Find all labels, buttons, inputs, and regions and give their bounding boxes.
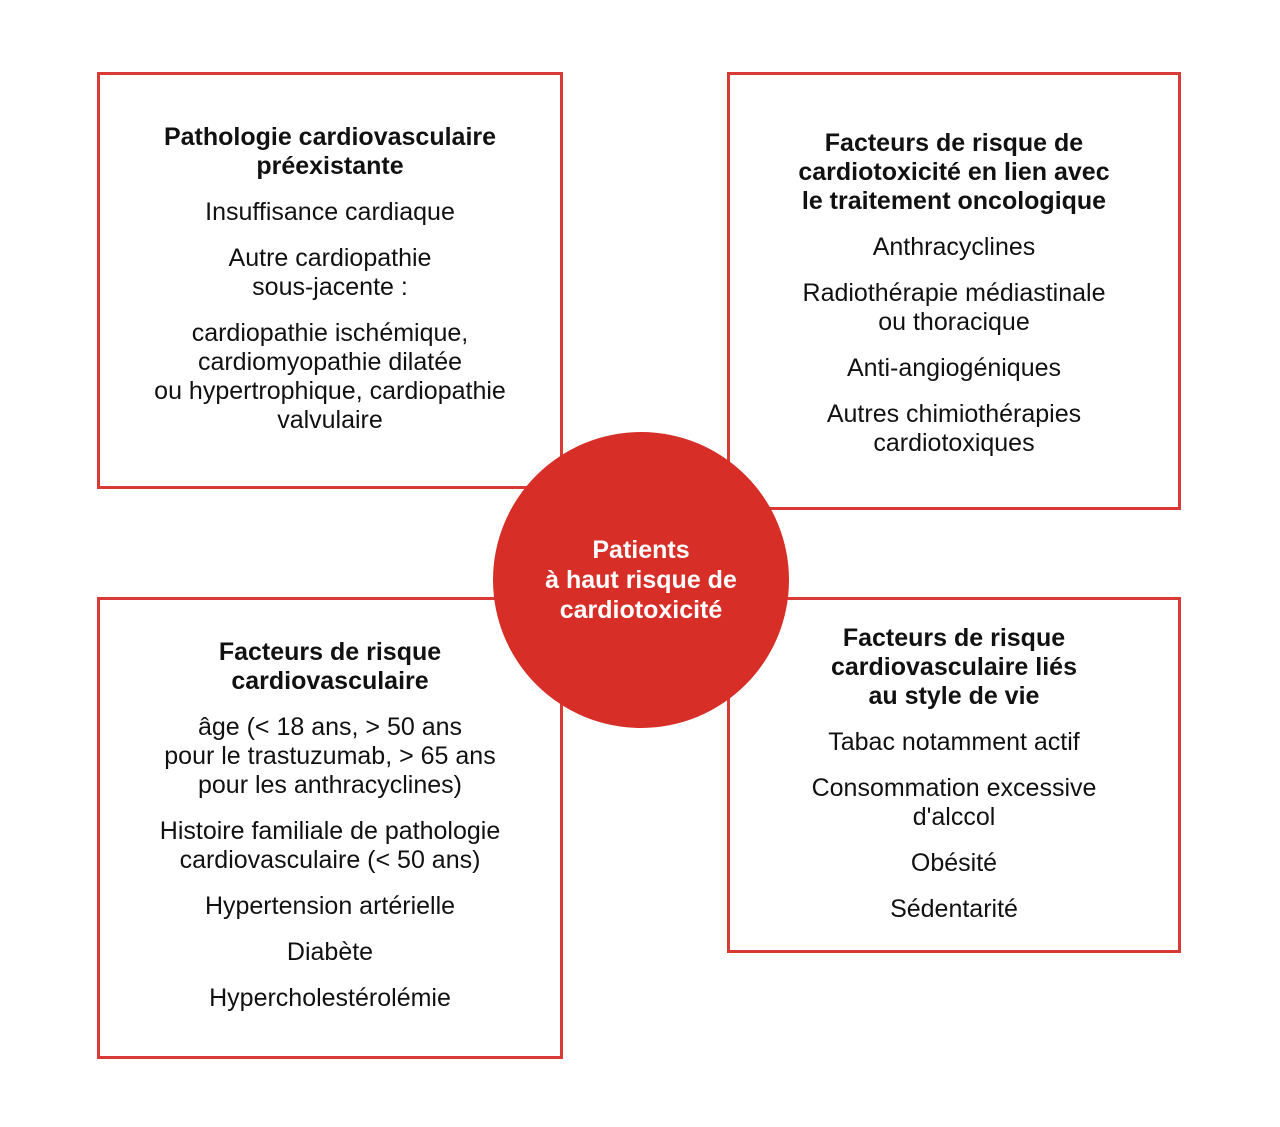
list-item: Tabac notamment actif bbox=[828, 728, 1080, 756]
box-lifestyle-risk-factors bbox=[727, 597, 1181, 953]
list-item: Histoire familiale de pathologie cardiovasculaire (< 50 ans) bbox=[159, 817, 501, 874]
list-item: Obésité bbox=[910, 849, 998, 877]
list-item: Consommation excessive d'alccol bbox=[811, 774, 1097, 831]
box-oncology-treatment-risk bbox=[727, 72, 1181, 510]
list-item: âge (< 18 ans, > 50 ans pour le trastuzumab, > 65 ans pour les anthracyclines) bbox=[164, 713, 496, 799]
list-item: Sédentarité bbox=[890, 895, 1018, 923]
list-item: cardiopathie ischémique, cardiomyopathie dilatée ou hypertrophique, cardiopathie valvulaire bbox=[154, 319, 506, 434]
box-title: Facteurs de risque de cardiotoxicité en lien avec le traitement oncologique bbox=[798, 129, 1110, 215]
box-title: Facteurs de risque cardiovasculaire liés au style de vie bbox=[831, 624, 1077, 710]
box-title: Facteurs de risque cardiovasculaire bbox=[218, 638, 442, 695]
list-item: Anti-angiogéniques bbox=[846, 354, 1062, 382]
box-title: Pathologie cardiovasculaire préexistante bbox=[163, 123, 497, 180]
list-item: Hypercholestérolémie bbox=[209, 984, 451, 1012]
list-item: Autre cardiopathie sous-jacente : bbox=[228, 244, 432, 301]
list-item: Radiothérapie médiastinale ou thoracique bbox=[802, 279, 1106, 336]
list-item: Autres chimiothérapies cardiotoxiques bbox=[826, 400, 1082, 457]
list-item: Diabète bbox=[286, 938, 374, 966]
list-item: Insuffisance cardiaque bbox=[205, 198, 455, 226]
center-circle bbox=[493, 432, 789, 728]
list-item: Hypertension artérielle bbox=[204, 892, 456, 920]
box-preexisting-cardiovascular-disease bbox=[97, 72, 563, 489]
box-cardiovascular-risk-factors bbox=[97, 597, 563, 1059]
list-item: Anthracyclines bbox=[872, 233, 1036, 261]
center-label: Patients à haut risque de cardiotoxicité bbox=[545, 536, 737, 624]
